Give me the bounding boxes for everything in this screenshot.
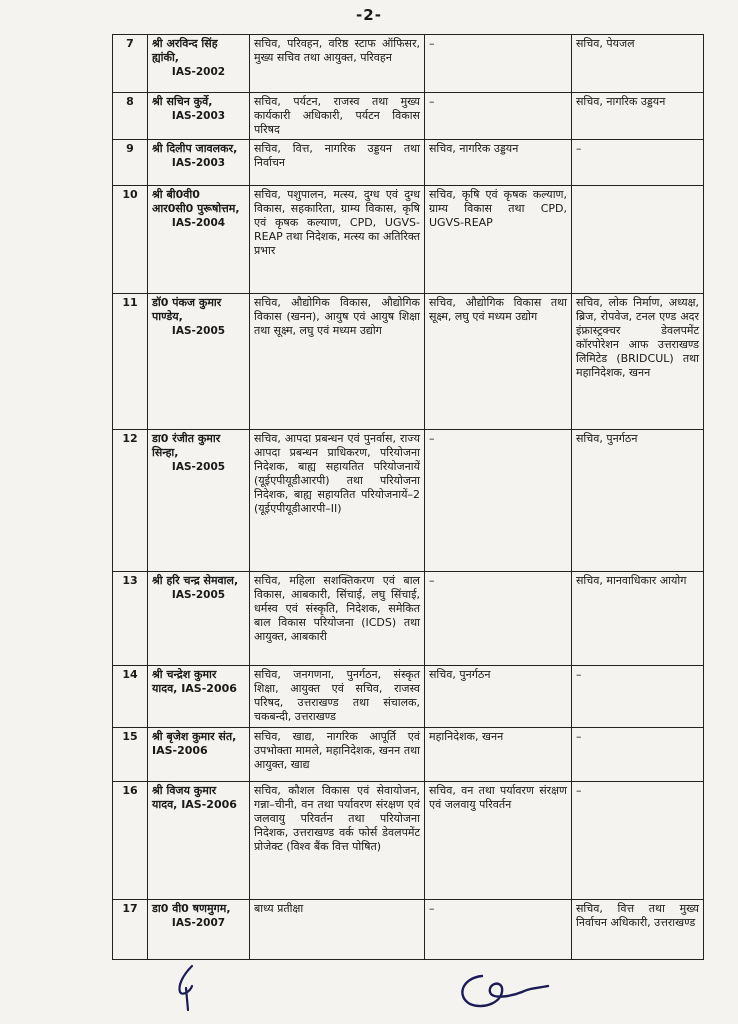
officer-name-cell: [148, 294, 250, 430]
current-posting: [250, 666, 425, 728]
current-posting-text: सचिव, पशुपालन, मत्स्य, दुग्ध एवं दुग्ध विकास, सहकारिता, ग्राम्य विकास, कृषि एवं कृषक कल्याण, CPD, UGVS-REAP तथा निदेशक, मत्स्य का अतिरिक्त प्रभार: [254, 188, 420, 257]
table-row: [113, 35, 704, 93]
relieved-from-text: सचिव, औद्योगिक विकास तथा सूक्ष्म, लघु एवं मध्यम उद्योग: [429, 296, 567, 323]
additional-charge-text: सचिव, नागरिक उड्डयन: [576, 95, 666, 108]
relieved-from: [425, 140, 572, 186]
relieved-from-text: सचिव, वन तथा पर्यावरण संरक्षण एवं जलवायु परिवर्तन: [429, 784, 567, 811]
officer-name-cell: [148, 666, 250, 728]
cadre-batch: IAS-2003: [171, 110, 226, 122]
signature-right: [452, 966, 552, 1010]
officer-name: श्री बी0वी0 आर0सी0 पुरूषोत्तम,: [152, 188, 240, 215]
table-row: [113, 186, 704, 294]
relieved-from: [425, 572, 572, 666]
cadre-batch: IAS-2002: [171, 66, 226, 78]
table-row: [113, 666, 704, 728]
relieved-from: [425, 728, 572, 782]
cadre-batch: IAS-2005: [171, 325, 226, 337]
officer-name-cell: [148, 93, 250, 140]
table-row: [113, 140, 704, 186]
current-posting: [250, 430, 425, 572]
officer-name: श्री हरि चन्द्र सेमवाल,: [152, 574, 239, 587]
additional-charge-text: –: [576, 668, 582, 681]
relieved-from: [425, 782, 572, 900]
cadre-batch: IAS-2005: [171, 589, 226, 601]
additional-charge-text: –: [576, 784, 582, 797]
serial-number: [113, 572, 148, 666]
officer-name-cell: [148, 430, 250, 572]
additional-charge-text: सचिव, मानवाधिकार आयोग: [576, 574, 687, 587]
relieved-from-text: सचिव, कृषि एवं कृषक कल्याण, ग्राम्य विकास तथा CPD, UGVS-REAP: [429, 188, 567, 229]
relieved-from: [425, 186, 572, 294]
additional-charge: [572, 728, 704, 782]
current-posting-text: सचिव, आपदा प्रबन्धन एवं पुनर्वास, राज्य आपदा प्रबन्धन प्राधिकरण, परियोजना निदेशक, बाह्य सहायतित परियोजनायें (यूईएपीयूडीआरपी) तथा परियोजना निदेशक, बाह्य सहायतित परियोजनायें–2 (यूईएपीयूडीआरपी–II): [254, 432, 420, 515]
relieved-from-text: महानिदेशक, खनन: [429, 730, 504, 743]
officer-name: श्री चन्द्रेश कुमार यादव, IAS-2006: [152, 668, 237, 695]
serial-number-text: 9: [126, 142, 134, 155]
serial-number-text: 13: [122, 574, 138, 587]
table-body: [113, 35, 704, 960]
serial-number-text: 11: [122, 296, 138, 309]
officer-name: डा0 रंजीत कुमार सिन्हा,: [152, 432, 221, 459]
relieved-from-text: –: [429, 95, 435, 108]
relieved-from-text: –: [429, 37, 435, 50]
officer-name: श्री अरविन्द सिंह ह्यांकी,: [152, 37, 218, 64]
serial-number: [113, 782, 148, 900]
table-row: [113, 782, 704, 900]
serial-number-text: 12: [122, 432, 138, 445]
additional-charge: [572, 430, 704, 572]
serial-number-text: 8: [126, 95, 134, 108]
serial-number-text: 17: [122, 902, 138, 915]
current-posting: [250, 93, 425, 140]
cadre-batch: IAS-2003: [171, 157, 226, 169]
officer-name-cell: [148, 900, 250, 960]
serial-number: [113, 900, 148, 960]
officer-name: डा0 वी0 षणमुगम,: [152, 902, 231, 915]
table-row: [113, 572, 704, 666]
additional-charge-text: –: [576, 730, 582, 743]
table-row: [113, 93, 704, 140]
cadre-batch: IAS-2007: [171, 917, 226, 929]
relieved-from: [425, 35, 572, 93]
relieved-from-text: –: [429, 574, 435, 587]
cadre-batch: IAS-2004: [171, 217, 226, 229]
relieved-from-text: –: [429, 432, 435, 445]
officer-posting-table: [112, 34, 704, 960]
relieved-from-text: सचिव, पुनर्गठन: [429, 668, 491, 681]
officer-name-cell: [148, 782, 250, 900]
additional-charge: [572, 782, 704, 900]
additional-charge-text: –: [576, 142, 582, 155]
current-posting-text: सचिव, कौशल विकास एवं सेवायोजन, गन्ना–चीनी, वन तथा पर्यावरण संरक्षण एवं जलवायु परिवर्तन तथा परियोजना निदेशक, उत्तराखण्ड वर्क फोर्स डेवलपमेंट प्रोजेक्ट (विश्व बैंक वित्त पोषित): [254, 784, 420, 853]
table-row: [113, 728, 704, 782]
relieved-from: [425, 666, 572, 728]
serial-number: [113, 430, 148, 572]
current-posting-text: बाध्य प्रतीक्षा: [254, 902, 304, 915]
serial-number: [113, 35, 148, 93]
relieved-from: [425, 430, 572, 572]
current-posting-text: सचिव, खाद्य, नागरिक आपूर्ति एवं उपभोक्ता मामले, महानिदेशक, खनन तथा आयुक्त, खाद्य: [254, 730, 420, 771]
current-posting: [250, 140, 425, 186]
serial-number: [113, 186, 148, 294]
serial-number-text: 15: [122, 730, 138, 743]
table-row: [113, 430, 704, 572]
serial-number: [113, 294, 148, 430]
officer-name: श्री बृजेश कुमार संत, IAS-2006: [152, 730, 237, 757]
current-posting: [250, 728, 425, 782]
additional-charge: [572, 35, 704, 93]
current-posting: [250, 900, 425, 960]
current-posting: [250, 186, 425, 294]
page-number: -2-: [356, 6, 382, 24]
current-posting-text: सचिव, औद्योगिक विकास, औद्योगिक विकास (खनन), आयुष एवं आयुष शिक्षा तथा सूक्ष्म, लघु एवं मध्यम उद्योग: [254, 296, 420, 337]
officer-name-cell: [148, 186, 250, 294]
current-posting-text: सचिव, जनगणना, पुनर्गठन, संस्कृत शिक्षा, आयुक्त एवं सचिव, राजस्व परिषद, उत्तराखण्ड तथा संचालक, चकबन्दी, उत्तराखण्ड: [254, 668, 420, 723]
current-posting-text: सचिव, पर्यटन, राजस्व तथा मुख्य कार्यकारी अधिकारी, पर्यटन विकास परिषद: [254, 95, 420, 136]
table-row: [113, 900, 704, 960]
relieved-from-text: सचिव, नागरिक उड्डयन: [429, 142, 519, 155]
cadre-batch: IAS-2005: [171, 461, 226, 473]
current-posting: [250, 35, 425, 93]
additional-charge: [572, 186, 704, 294]
current-posting: [250, 572, 425, 666]
relieved-from: [425, 900, 572, 960]
serial-number: [113, 666, 148, 728]
relieved-from: [425, 93, 572, 140]
additional-charge: [572, 140, 704, 186]
current-posting-text: सचिव, वित्त, नागरिक उड्डयन तथा निर्वाचन: [254, 142, 420, 169]
officer-name: श्री विजय कुमार यादव, IAS-2006: [152, 784, 237, 811]
serial-number-text: 16: [122, 784, 138, 797]
additional-charge: [572, 666, 704, 728]
officer-name-cell: [148, 728, 250, 782]
additional-charge-text: सचिव, पुनर्गठन: [576, 432, 638, 445]
relieved-from: [425, 294, 572, 430]
table-row: [113, 294, 704, 430]
current-posting: [250, 782, 425, 900]
officer-name: श्री सचिन कुर्वे,: [152, 95, 213, 108]
serial-number-text: 7: [126, 37, 134, 50]
additional-charge-text: सचिव, लोक निर्माण, अध्यक्ष, ब्रिज, रोपवेज, टनल एण्ड अदर इंफ्रास्ट्रक्चर डेवलपमेंट कॉरपोरेशन आफ उत्तराखण्ड लिमिटेड (BRIDCUL) तथा महानिदेशक, खनन: [576, 296, 699, 379]
additional-charge: [572, 900, 704, 960]
serial-number: [113, 728, 148, 782]
serial-number-text: 14: [122, 668, 138, 681]
officer-name-cell: [148, 35, 250, 93]
additional-charge: [572, 294, 704, 430]
current-posting: [250, 294, 425, 430]
additional-charge: [572, 572, 704, 666]
additional-charge-text: सचिव, वित्त तथा मुख्य निर्वाचन अधिकारी, उत्तराखण्ड: [576, 902, 699, 929]
additional-charge-text: सचिव, पेयजल: [576, 37, 635, 50]
officer-name-cell: [148, 140, 250, 186]
officer-name: श्री दिलीप जावलकर,: [152, 142, 238, 155]
signature-left: [172, 962, 202, 1012]
additional-charge: [572, 93, 704, 140]
officer-name: डॉ0 पंकज कुमार पाण्डेय,: [152, 296, 222, 323]
officer-name-cell: [148, 572, 250, 666]
serial-number: [113, 93, 148, 140]
relieved-from-text: –: [429, 902, 435, 915]
serial-number: [113, 140, 148, 186]
current-posting-text: सचिव, परिवहन, वरिष्ठ स्टाफ ऑफिसर, मुख्य सचिव तथा आयुक्त, परिवहन: [254, 37, 420, 64]
serial-number-text: 10: [122, 188, 138, 201]
current-posting-text: सचिव, महिला सशक्तिकरण एवं बाल विकास, आबकारी, सिंचाई, लघु सिंचाई, धर्मस्व एवं संस्कृति, निदेशक, समेकित बाल विकास परियोजना (ICDS) तथा आयुक्त, आबकारी: [254, 574, 420, 643]
